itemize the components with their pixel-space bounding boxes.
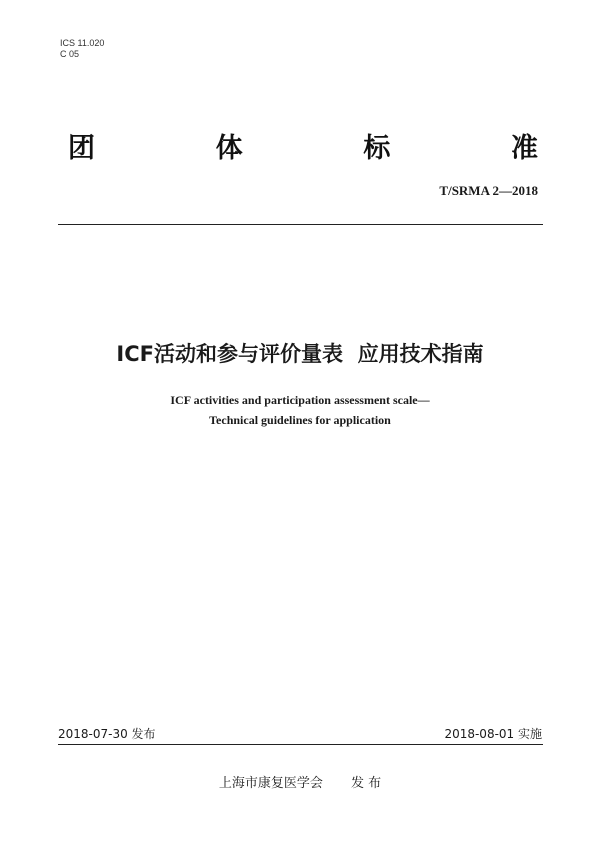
bottom-divider: [58, 744, 543, 745]
standard-type-char: 准: [510, 133, 538, 164]
standard-type-char: 标: [363, 133, 391, 164]
standard-number: T/SRMA 2—2018: [439, 183, 538, 198]
document-title-english: [0, 390, 600, 430]
release-date: 2018-07-30 发布: [58, 727, 156, 741]
publisher-name: 上海市康复医学会: [218, 776, 323, 791]
standard-type-char: 体: [215, 133, 243, 164]
publisher-line: [0, 772, 600, 791]
classification-codes: [60, 38, 104, 60]
standard-type-heading: [68, 126, 538, 165]
document-title-chinese: ICF活动和参与评价量表 应用技术指南: [116, 342, 484, 366]
ccs-code: C 05: [60, 49, 80, 59]
implementation-date: 2018-08-01 实施: [444, 727, 542, 741]
top-divider: [58, 224, 543, 225]
standard-type-char: 团: [68, 133, 95, 164]
publisher-action: 发 布: [350, 776, 382, 791]
ics-code: ICS 11.020: [60, 38, 105, 48]
english-title-line: Technical guidelines for application: [209, 413, 391, 427]
english-title-line: ICF activities and participation assessment scale—: [170, 393, 430, 407]
